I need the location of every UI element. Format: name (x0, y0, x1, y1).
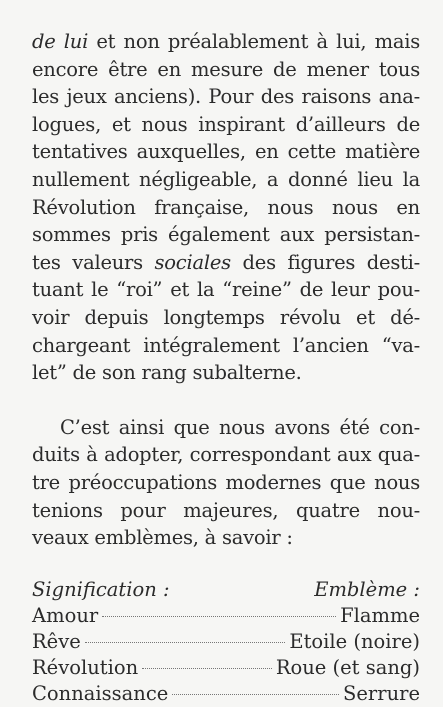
text-line: C’est ainsi que nous avons été con- (60, 415, 420, 439)
text-line: duits à adopter, correspondant aux qua- (32, 443, 420, 467)
dot-leader (172, 694, 339, 695)
text-line: tuant le “roi” et la “reine” de leur pou- (32, 278, 420, 302)
text-italic: sociales (154, 250, 231, 274)
legend-row (32, 681, 420, 707)
text-italic: de lui (32, 30, 89, 53)
dot-leader (85, 642, 286, 643)
text-run: et non préalablement à lui, mais (88, 30, 420, 53)
legend-header-left: Signification : (32, 577, 170, 601)
legend-row (32, 655, 420, 681)
legend-meaning: Révolution (32, 655, 139, 679)
text-line: tentatives auxquelles, en cette matière (32, 140, 420, 164)
text-line: nullement négligeable, a donné lieu la (32, 167, 420, 191)
text-line: tenions pour majeures, quatre nou- (32, 498, 420, 522)
text-line: encore être en mesure de mener tous (32, 57, 420, 81)
legend-meaning: Rêve (32, 629, 81, 653)
text-line: voir depuis longtemps révolu et dé- (32, 305, 420, 329)
legend-row (32, 629, 420, 655)
text-line: sommes pris également aux persistan- (32, 223, 420, 247)
text-line (32, 249, 420, 277)
text-line: let” de son rang subalterne. (32, 361, 302, 385)
dot-leader (142, 668, 272, 669)
legend-header (32, 577, 420, 603)
paragraph-gap (32, 552, 420, 577)
legend-emblem: Roue (et sang) (275, 655, 420, 679)
legend-header-right: Emblème : (314, 577, 420, 601)
legend-emblem: Etoile (noire) (289, 629, 420, 653)
text-line: tre préoccupations modernes que nous (32, 470, 420, 494)
paragraph-2 (32, 414, 420, 552)
text-line: veaux emblèmes, à savoir : (32, 526, 293, 550)
legend-row (32, 603, 420, 629)
text-run: des figures desti- (230, 250, 420, 274)
page-content (32, 28, 420, 707)
text-line (32, 28, 420, 56)
paragraph-1 (32, 28, 420, 387)
text-run: tes valeurs (32, 250, 155, 274)
paragraph-gap (32, 387, 420, 414)
text-line: Révolution française, nous nous en (32, 195, 420, 219)
legend-emblem: Flamme (340, 603, 420, 627)
text-line: les jeux anciens). Pour des raisons ana- (32, 85, 420, 109)
text-line: logues, et nous inspirant d’ailleurs de (32, 112, 420, 136)
legend-meaning: Connaissance (32, 681, 169, 705)
legend-meaning: Amour (32, 603, 99, 627)
emblem-legend (32, 577, 420, 707)
dot-leader (102, 616, 336, 617)
text-line: chargeant intégralement l’ancien “va- (32, 333, 420, 357)
legend-emblem: Serrure (343, 681, 420, 705)
